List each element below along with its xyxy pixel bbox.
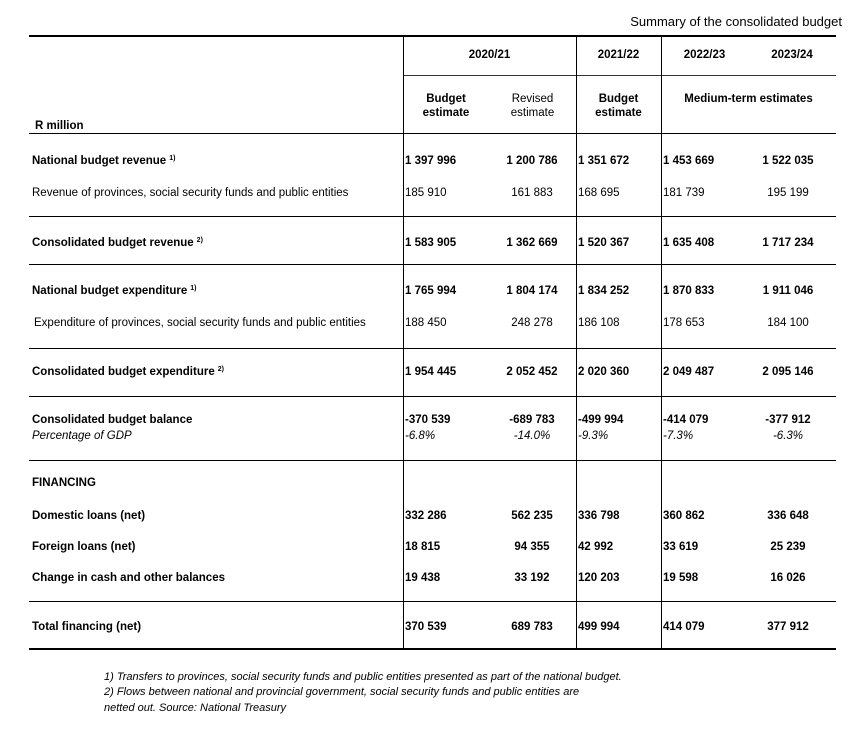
row-label-text: National budget expenditure <box>32 285 188 297</box>
footnote-1: 1) Transfers to provinces, social security funds and public entities presented as part of the national budget. <box>104 671 622 683</box>
footnote-marker: 1) <box>190 285 197 292</box>
row-value: -370 539 <box>405 414 451 426</box>
row-label <box>32 237 203 249</box>
row-value: 1 200 786 <box>506 155 558 167</box>
rule-financing <box>29 601 836 602</box>
row-label <box>32 366 224 378</box>
rule-revenue <box>29 216 836 217</box>
footnote-2: 2) Flows between national and provincial government, social security funds and public entities are <box>104 686 580 698</box>
row-label <box>32 187 348 199</box>
footnote-marker: 2) <box>217 366 224 373</box>
rule-top <box>29 35 836 37</box>
subheader-line: Revised <box>511 93 554 105</box>
rule-bottom <box>29 648 836 650</box>
row-label <box>32 430 132 442</box>
row-label <box>32 414 192 426</box>
row-label-text: Consolidated budget balance <box>32 414 193 426</box>
row-label <box>32 477 96 489</box>
row-value: 1 834 252 <box>578 285 630 297</box>
subheader-line: Budget <box>426 93 466 105</box>
row-value: 414 079 <box>663 621 705 633</box>
row-label-text: Revenue of provinces, social security funds and public entities <box>32 187 349 199</box>
row-value: 181 739 <box>663 187 705 199</box>
row-value: 94 355 <box>514 541 550 553</box>
row-value: 33 192 <box>514 572 550 584</box>
row-value: 178 653 <box>663 317 705 329</box>
row-value: 2 049 487 <box>663 366 715 378</box>
row-value: 18 815 <box>405 541 441 553</box>
row-value: 1 522 035 <box>762 155 814 167</box>
row-value: 120 203 <box>578 572 620 584</box>
row-value: 336 798 <box>578 510 620 522</box>
row-value: -7.3% <box>663 430 694 442</box>
row-value: 188 450 <box>405 317 447 329</box>
unit-label: R million <box>35 120 84 132</box>
row-value: 33 619 <box>663 541 699 553</box>
row-value: 1 362 669 <box>506 237 558 249</box>
footnote-3: netted out. Source: National Treasury <box>104 702 287 714</box>
row-value: -14.0% <box>513 430 551 442</box>
subheader-budget-estimate <box>403 92 489 120</box>
col-divider-3 <box>661 35 662 648</box>
footnote-marker: 1) <box>169 155 176 162</box>
subheader-line: Budget <box>598 93 639 105</box>
year-2021-22: 2021/22 <box>597 49 640 61</box>
row-value: -9.3% <box>578 430 609 442</box>
row-value: -6.3% <box>772 430 804 442</box>
row-value: 689 783 <box>511 621 553 633</box>
row-value: 161 883 <box>511 187 553 199</box>
row-value: 336 648 <box>767 510 809 522</box>
rule-balance <box>29 460 836 461</box>
rule-expenditure <box>29 348 836 349</box>
row-label-text: Consolidated budget expenditure <box>32 366 215 378</box>
row-value: 1 520 367 <box>578 237 630 249</box>
rule-cons-expenditure <box>29 396 836 397</box>
rule-years <box>403 75 836 76</box>
row-value: 332 286 <box>405 510 447 522</box>
row-value: 248 278 <box>511 317 553 329</box>
row-value: 1 453 669 <box>663 155 715 167</box>
row-value: 1 717 234 <box>762 237 814 249</box>
subheader-line: estimate <box>510 107 555 119</box>
row-value: 195 199 <box>767 187 809 199</box>
row-value: 562 235 <box>511 510 553 522</box>
rule-header <box>29 133 836 134</box>
row-value: 16 026 <box>770 572 806 584</box>
row-label-text: National budget revenue <box>32 155 167 167</box>
row-value: 2 020 360 <box>578 366 630 378</box>
subheader-line: estimate <box>595 107 642 119</box>
row-value: 360 862 <box>663 510 705 522</box>
row-label <box>32 285 197 297</box>
row-value: 2 095 146 <box>762 366 814 378</box>
table-title: Summary of the consolidated budget <box>630 14 842 29</box>
row-value: 1 954 445 <box>405 366 457 378</box>
rule-cons-revenue <box>29 264 836 265</box>
row-label-text: Domestic loans (net) <box>32 510 146 522</box>
row-label <box>34 317 366 329</box>
row-value: -6.8% <box>405 430 436 442</box>
row-value: 1 765 994 <box>405 285 457 297</box>
subheader-medium-term: Medium-term estimates <box>684 93 813 105</box>
footnote-marker: 2) <box>196 237 203 244</box>
row-label-text: Percentage of GDP <box>32 430 132 442</box>
row-value: 168 695 <box>578 187 620 199</box>
row-value: 1 804 174 <box>506 285 558 297</box>
row-label <box>32 510 145 522</box>
row-value: 19 598 <box>663 572 699 584</box>
row-label <box>32 541 136 553</box>
row-value: 186 108 <box>578 317 620 329</box>
year-2023-24: 2023/24 <box>771 49 813 61</box>
row-label-text: Expenditure of provinces, social security funds and public entities <box>34 317 366 329</box>
row-value: 1 870 833 <box>663 285 715 297</box>
row-value: 2 052 452 <box>506 366 558 378</box>
col-divider-1 <box>403 35 404 648</box>
row-label <box>32 621 141 633</box>
row-label-text: Consolidated budget revenue <box>32 237 194 249</box>
row-value: 370 539 <box>405 621 447 633</box>
row-value: 184 100 <box>767 317 809 329</box>
row-value: 185 910 <box>405 187 447 199</box>
row-value: 1 635 408 <box>663 237 715 249</box>
row-value: -414 079 <box>663 414 709 426</box>
row-value: -499 994 <box>578 414 624 426</box>
col-divider-2 <box>576 35 577 648</box>
subheader-budget-estimate-2021 <box>576 92 661 120</box>
row-value: -689 783 <box>509 414 555 426</box>
row-value: 1 397 996 <box>405 155 457 167</box>
row-label <box>32 155 175 167</box>
row-label-text: FINANCING <box>32 477 96 489</box>
row-label <box>32 572 225 584</box>
row-value: 1 583 905 <box>405 237 457 249</box>
row-label-text: Foreign loans (net) <box>32 541 136 553</box>
row-value: 19 438 <box>405 572 441 584</box>
year-2022-23: 2022/23 <box>683 49 726 61</box>
row-value: 25 239 <box>770 541 806 553</box>
row-value: 1 911 046 <box>762 285 814 297</box>
row-value: -377 912 <box>765 414 811 426</box>
row-label-text: Change in cash and other balances <box>32 572 225 584</box>
row-label-text: Total financing (net) <box>32 621 142 633</box>
row-value: 377 912 <box>767 621 809 633</box>
row-value: 42 992 <box>578 541 614 553</box>
subheader-revised-estimate <box>489 92 576 120</box>
year-2020-21: 2020/21 <box>468 49 511 61</box>
row-value: 499 994 <box>578 621 620 633</box>
row-value: 1 351 672 <box>578 155 630 167</box>
subheader-line: estimate <box>422 107 470 119</box>
